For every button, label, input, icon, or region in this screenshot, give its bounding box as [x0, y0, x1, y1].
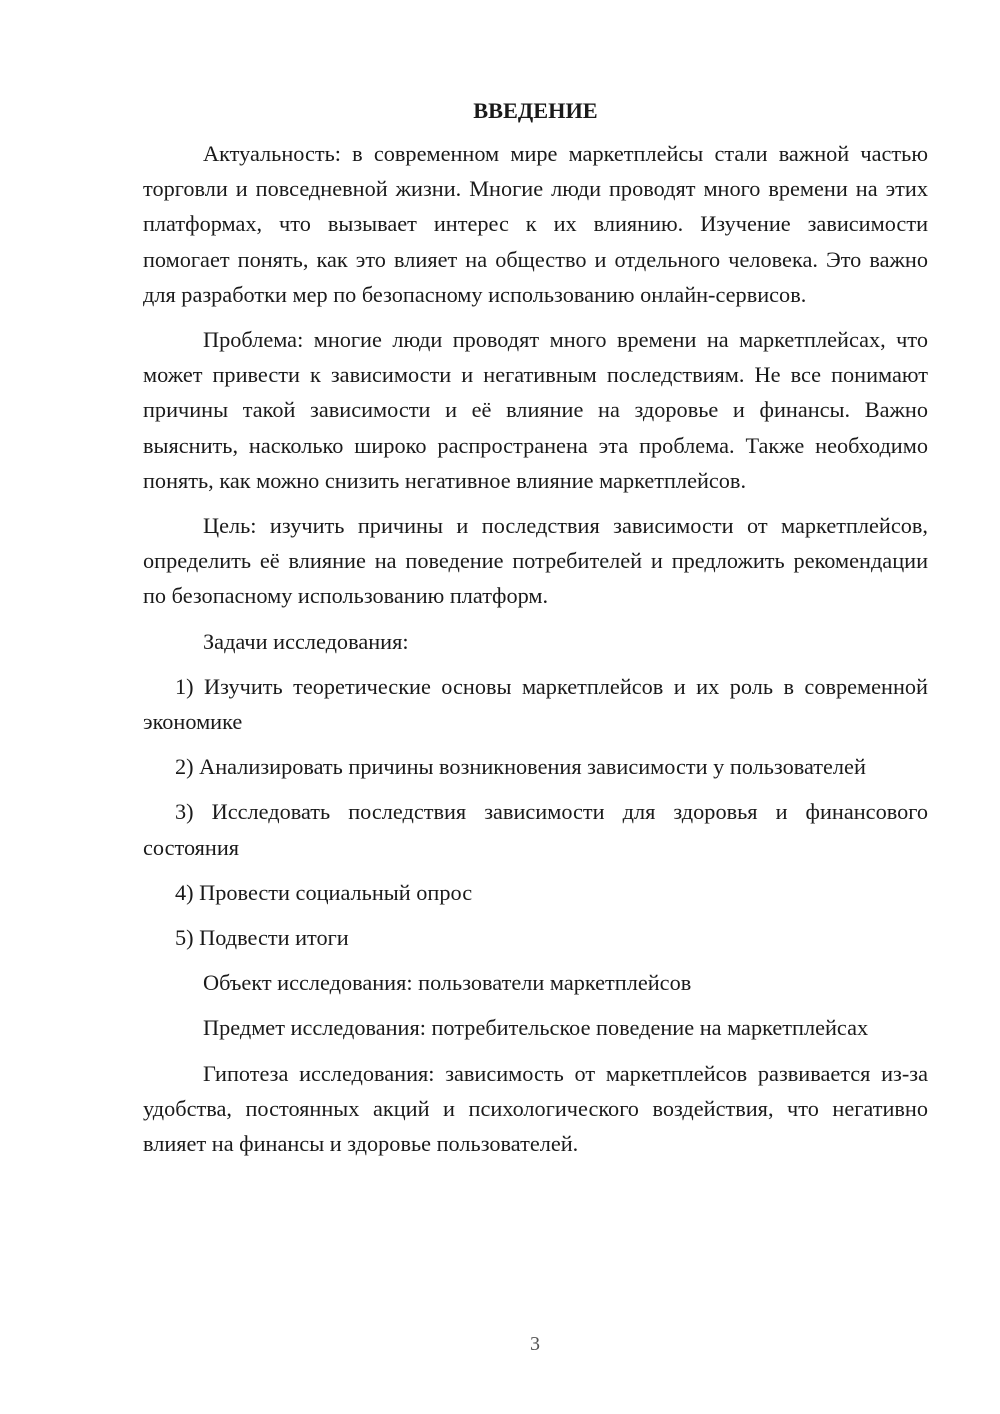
task-item: 3) Исследовать последствия зависимости для здоровья и финансового состояния — [143, 799, 928, 860]
problem-paragraph: Проблема: многие люди проводят много времени на маркетплейсах, что может привести к зависимости и негативным последствиям. Не все понимают причины такой зависимости и её влияние на здоровье и финансы. Важно выяснить, насколько широко распространена эта проблема. Также необходимо понять, как можно снизить негативное влияние маркетплейсов. — [143, 327, 928, 493]
page-title: ВВЕДЕНИЕ — [473, 98, 598, 123]
page-number: 3 — [530, 1333, 540, 1355]
task-item: 1) Изучить теоретические основы маркетплейсов и их роль в современной экономике — [143, 673, 928, 735]
task-item: 4) Провести социальный опрос — [175, 879, 473, 905]
goal-paragraph: Цель: изучить причины и последствия зависимости от маркетплейсов, определить её влияние на поведение потребителей и предложить рекомендации по безопасному использованию платформ. — [143, 513, 928, 609]
tasks-heading: Задачи исследования: — [203, 628, 409, 654]
document-page — [143, 96, 928, 1171]
object-paragraph: Объект исследования: пользователи маркетплейсов — [203, 970, 692, 996]
hypothesis-paragraph: Гипотеза исследования: зависимость от маркетплейсов развивается из-за удобства, постоянных акций и психологического воздействия, что негативно влияет на финансы и здоровье пользователей. — [143, 1060, 928, 1157]
task-item: 2) Анализировать причины возникновения зависимости у пользователей — [175, 754, 866, 780]
task-item: 5) Подвести итоги — [175, 925, 349, 951]
subject-paragraph: Предмет исследования: потребительское поведение на маркетплейсах — [203, 1015, 869, 1041]
relevance-paragraph: Актуальность: в современном мире маркетплейсы стали важной частью торговли и повседневной жизни. Многие люди проводят много времени на этих платформах, что вызывает интерес к их влиянию. Изучение зависимости помогает понять, как это влияет на общество и отдельного человека. Это важно для разработки мер по безопасному использованию онлайн-сервисов. — [143, 141, 928, 307]
